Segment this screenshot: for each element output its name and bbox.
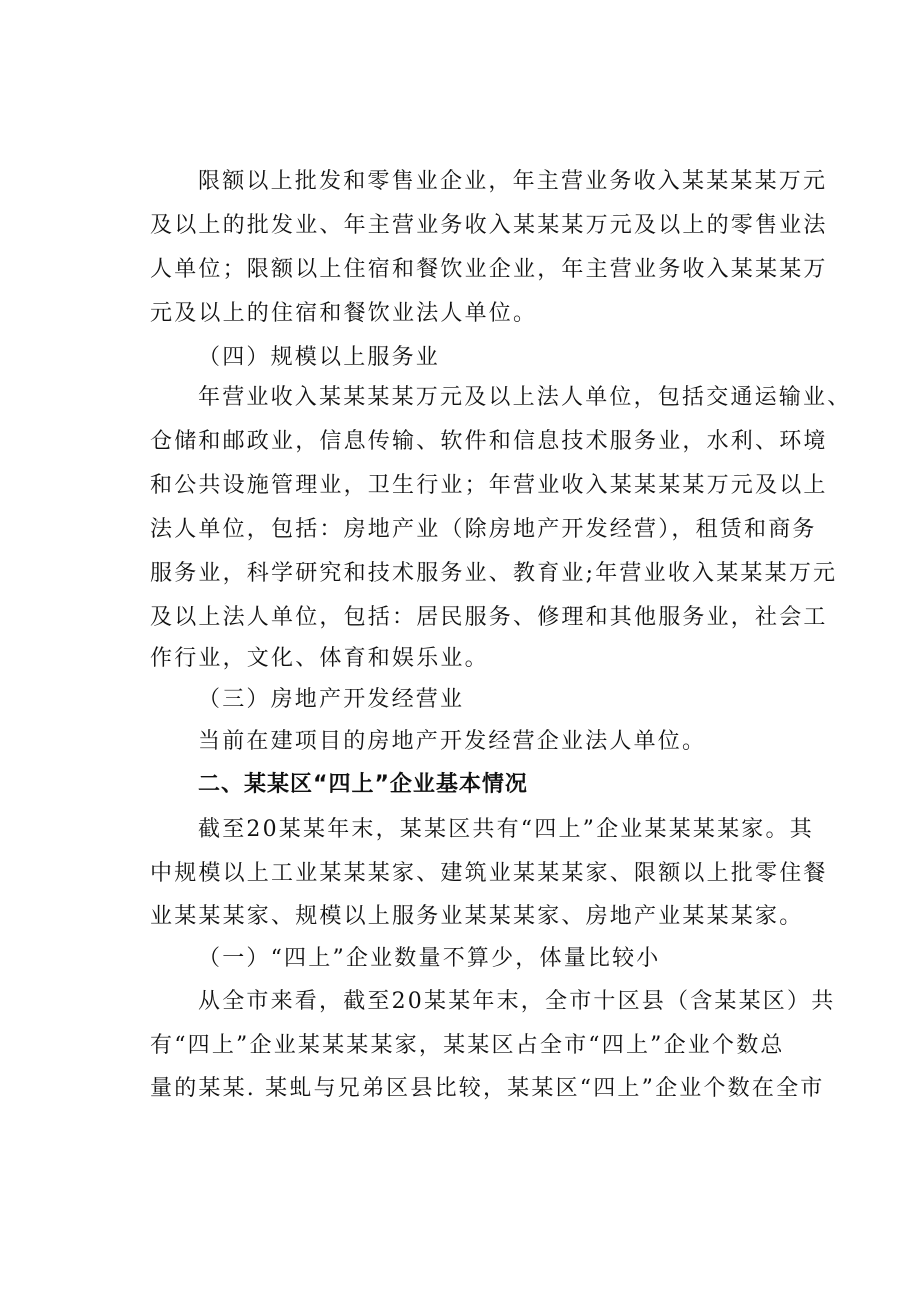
paragraph-line: 截至20某某年末，某某区共有“四上”企业某某某某家。其 <box>198 817 814 842</box>
paragraph-line: 有“四上”企业某某某某家，某某区占全市“四上”企业个数总 <box>150 1033 785 1058</box>
paragraph-line: 当前在建项目的房地产开发经营企业法人单位。 <box>198 729 707 754</box>
section-subheading: （三）房地产开发经营业 <box>198 687 465 712</box>
paragraph-line: 和公共设施管理业，卫生行业；年营业收入某某某某万元及以上 <box>150 473 828 498</box>
paragraph-line: 中规模以上工业某某某家、建筑业某某某家、限额以上批零住餐 <box>150 861 828 886</box>
section-subheading: （四）规模以上服务业 <box>198 345 441 370</box>
paragraph-line: 人单位；限额以上住宿和餐饮业企业，年主营业务收入某某某万 <box>150 257 828 282</box>
paragraph-line: 服务业，科学研究和技术服务业、教育业;年营业收入某某某万元 <box>150 561 838 586</box>
section-heading: 二、某某区“四上”企业基本情况 <box>198 772 528 797</box>
paragraph-line: 作行业，文化、体育和娱乐业。 <box>150 646 489 671</box>
paragraph-line: 从全市来看，截至20某某年末，全市十区县（含某某区）共 <box>198 989 836 1014</box>
paragraph-line: 及以上法人单位，包括：居民服务、修理和其他服务业，社会工 <box>150 605 828 630</box>
paragraph-line: 及以上的批发业、年主营业务收入某某某万元及以上的零售业法 <box>150 213 828 238</box>
paragraph-line: 量的某某. 某虬与兄弟区县比较，某某区“四上”企业个数在全市 <box>150 1076 825 1101</box>
paragraph-line: 限额以上批发和零售业企业，年主营业务收入某某某某万元 <box>198 169 828 194</box>
paragraph-line: 元及以上的住宿和餐饮业法人单位。 <box>150 301 538 326</box>
paragraph-line: 年营业收入某某某某万元及以上法人单位，包括交通运输业、 <box>198 385 852 410</box>
paragraph-line: 业某某某家、规模以上服务业某某某家、房地产业某某某家。 <box>150 904 804 929</box>
paragraph-line: 法人单位，包括：房地产业（除房地产开发经营），租赁和商务 <box>150 517 817 542</box>
paragraph-line: 仓储和邮政业，信息传输、软件和信息技术服务业，水利、环境 <box>150 429 828 454</box>
section-subheading: （一）“四上”企业数量不算少，体量比较小 <box>198 946 661 971</box>
